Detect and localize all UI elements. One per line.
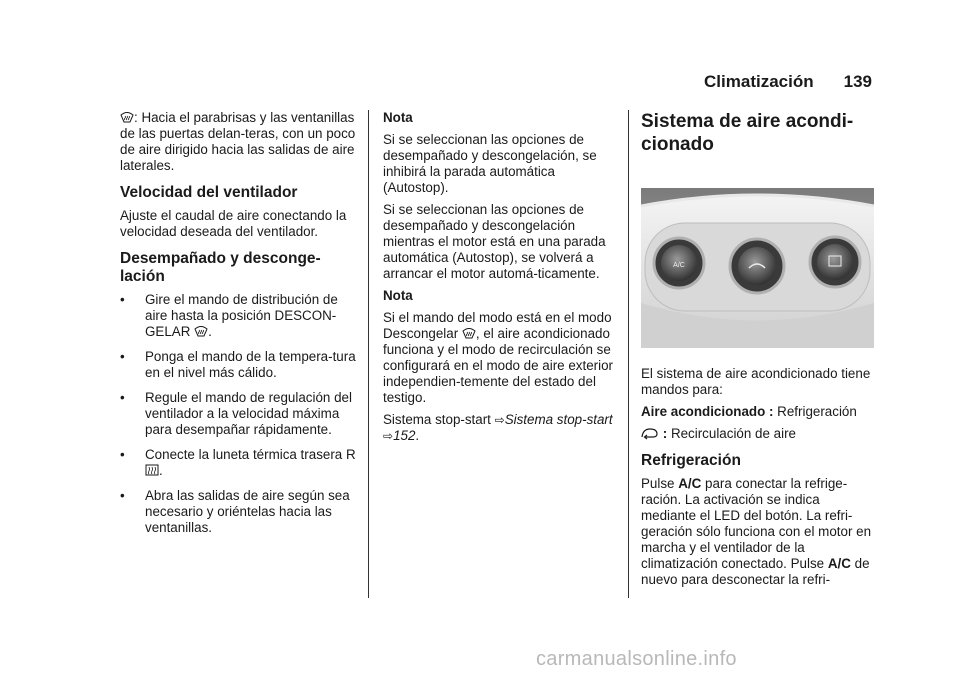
heading-refrigeration: Refrigeración [641,452,741,469]
paragraph-fan-speed: Ajuste el caudal de aire conectando la velocidad deseada del ventilador. [120,208,347,239]
column-divider [628,110,629,598]
list-item: • Ponga el mando de la tempera-tura en el nivel más cálido. [120,349,356,380]
definition-ac: Aire acondicionado : Refrigeración [641,404,857,419]
reference-arrow-icon: ⇨ [383,429,394,443]
list-item: • Abra las salidas de aire según sea necesario y oriéntelas hacia las ventanillas. [120,488,350,535]
column-right [641,110,877,594]
heading-defrost: Desempañado y desconge-lación [120,250,321,285]
watermark: carmanualsonline.info [536,648,737,670]
cross-reference: Sistema stop-start ⇨Sistema stop-start ⇨152. [383,412,613,443]
section-title: Climatización [704,72,814,91]
paragraph-windshield-mode: : Hacia el parabrisas y las ventanillas de las puertas delan-teras, con un poco de aire dirigido hacia las salidas de aire laterales. [120,110,356,173]
note-label: Nota [383,110,413,125]
list-item: • Conecte la luneta térmica trasera R. [120,447,356,478]
reference-page[interactable]: 152 [393,428,416,443]
note-text: Si se seleccionan las opciones de desempañado y descongelación, se inhibirá la parada automática (Autostop). [383,132,597,195]
note-text: Si el mando del modo está en el modo Descongelar , el aire acondicionado funciona y el modo de recirculación se configurará en el modo de aire exterior independien-temente del estado del testigo. [383,310,614,405]
paragraph-ac-intro: El sistema de aire acondicionado tiene mandos para: [641,366,871,397]
defrost-icon [462,326,476,340]
column-left [120,110,358,545]
note-text: Si se seleccionan las opciones de desempañado y descongelación mientras el motor está en una parada automática (Autostop), se volverá a arrancar el motor automá-ticamente. [383,202,606,281]
list-item: • Regule el mando de regulación del ventilador a la velocidad máxima para desempañar rápidamente. [120,390,352,437]
rear-defrost-icon [145,463,159,477]
reference-arrow-icon: ⇨ [494,413,505,427]
climate-control-photo [641,188,874,348]
photo-ac-label: A/C [673,262,685,269]
defrost-icon [120,110,134,124]
defrost-icon [194,324,208,338]
heading-fan-speed: Velocidad del ventilador [120,184,298,201]
list-item: • Gire el mando de distribución de aire hasta la posición DESCON-GELAR . [120,292,338,339]
recirculation-icon [641,426,659,440]
column-divider [368,110,369,598]
heading-ac-system: Sistema de aire acondi-cionado [641,111,854,155]
column-middle [383,110,621,450]
reference-link[interactable]: Sistema stop-start [504,412,613,427]
note-label: Nota [383,288,413,303]
page-header [704,72,872,92]
paragraph-refrigeration: Pulse A/C para conectar la refrige-ración. La activación se indica mediante el LED del botón. La refri-geración sólo funciona con el motor en marcha y el ventilador de la climatización conectado. Pulse A/C de nuevo para desconectar la refri- [641,476,872,587]
page-number: 139 [843,72,872,91]
definition-recirculation: : Recirculación de aire [641,426,877,442]
